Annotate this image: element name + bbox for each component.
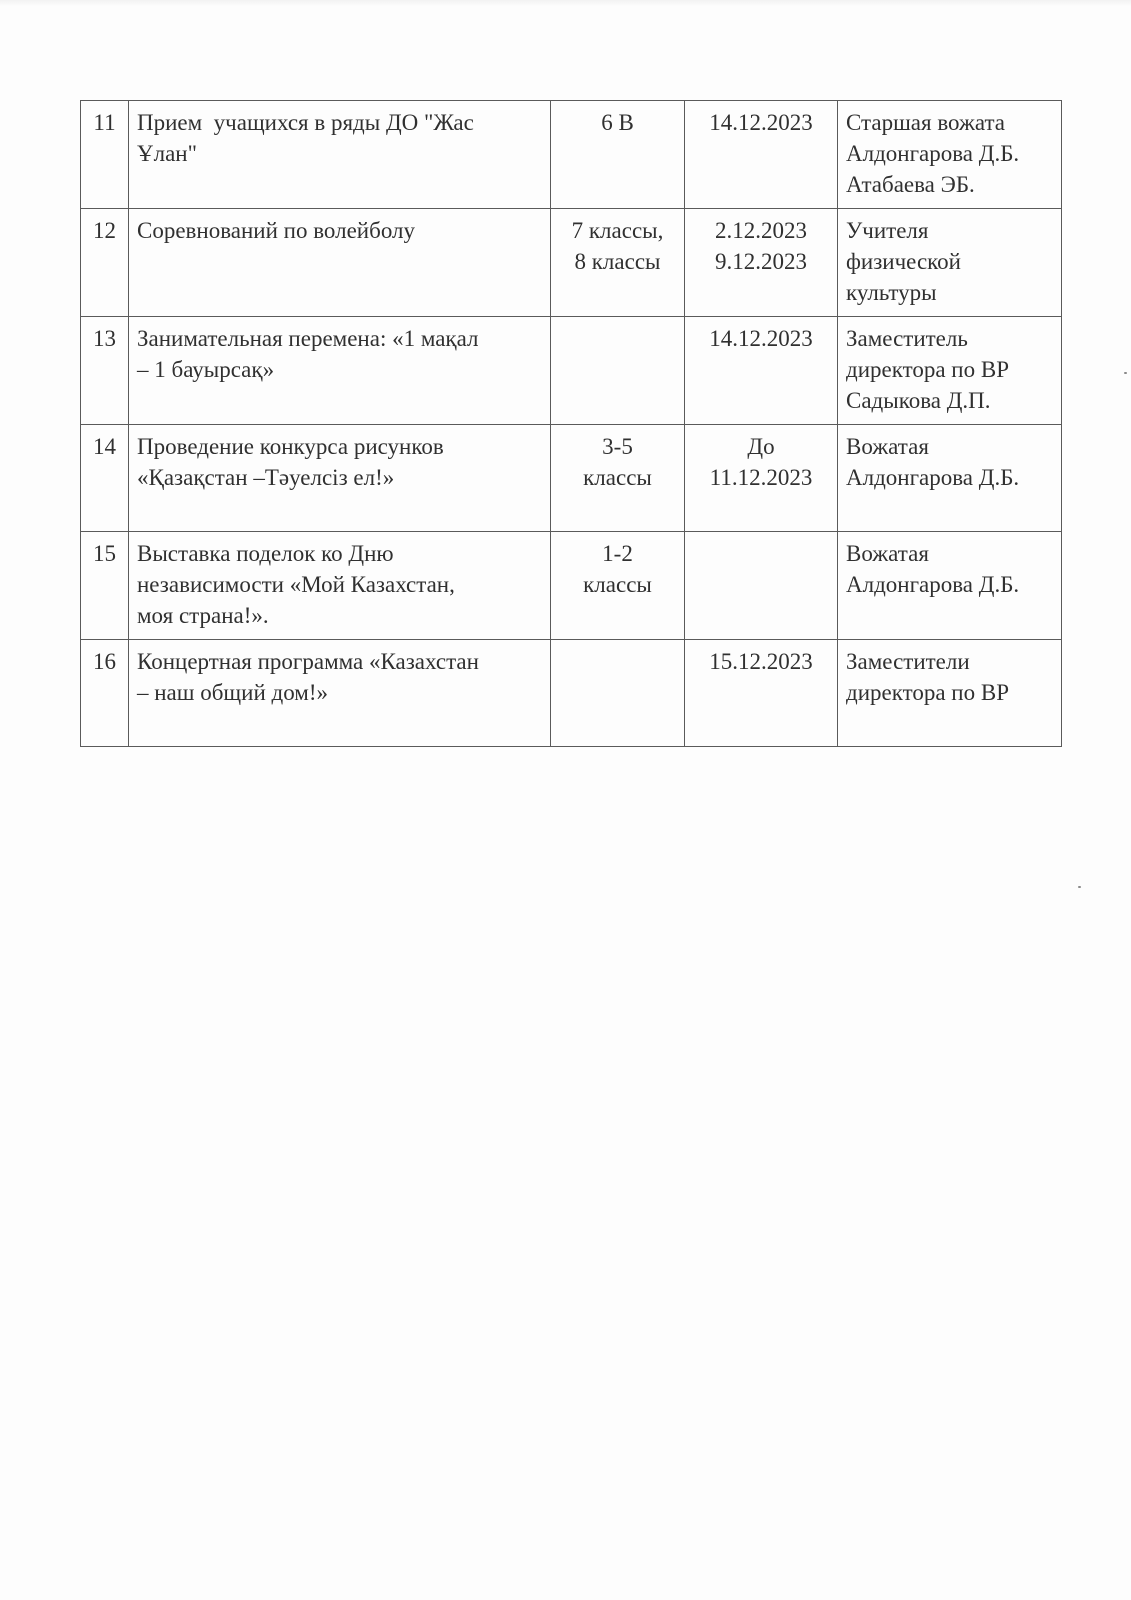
event-line: – наш общий дом!» [137, 680, 328, 705]
event-cell [129, 101, 551, 209]
responsible-cell [838, 101, 1062, 209]
event-cell [129, 640, 551, 747]
scan-speck [1078, 886, 1081, 888]
event-cell [129, 532, 551, 640]
table-row [81, 209, 1062, 317]
responsible-cell [838, 640, 1062, 747]
responsible-cell [838, 532, 1062, 640]
row-number: 12 [93, 218, 116, 243]
event-line: Прием учащихся в ряды ДО "Жас [137, 110, 474, 135]
row-number-cell [81, 101, 129, 209]
date-cell [685, 640, 838, 747]
classes-cell [551, 532, 685, 640]
date-line: До [747, 434, 775, 459]
date-line: 11.12.2023 [709, 465, 813, 490]
table-row [81, 101, 1062, 209]
row-number: 15 [93, 541, 116, 566]
responsible-line: Вожатая [846, 541, 929, 566]
date-line: 14.12.2023 [709, 326, 813, 351]
responsible-line: Вожатая [846, 434, 929, 459]
classes-line: 8 классы [574, 249, 661, 274]
responsible-line: культуры [846, 280, 937, 305]
responsible-line: Учителя [846, 218, 929, 243]
date-cell [685, 101, 838, 209]
responsible-line: Старшая вожата [846, 110, 1006, 135]
scan-speck [1124, 372, 1127, 374]
row-number-cell [81, 640, 129, 747]
classes-cell [551, 317, 685, 425]
table-row [81, 425, 1062, 532]
responsible-line: Алдонгарова Д.Б. [846, 572, 1020, 597]
classes-cell [551, 209, 685, 317]
classes-line: 1-2 [602, 541, 633, 566]
responsible-line: Садыкова Д.П. [846, 388, 991, 413]
classes-line: 7 классы, [571, 218, 664, 243]
responsible-line: Алдонгарова Д.Б. [846, 465, 1020, 490]
table-row [81, 317, 1062, 425]
date-line: 15.12.2023 [709, 649, 813, 674]
event-line: Соревнований по волейболу [137, 218, 415, 243]
date-line: 9.12.2023 [715, 249, 807, 274]
responsible-line: Алдонгарова Д.Б. [846, 141, 1020, 166]
event-line: Ұлан" [137, 141, 197, 166]
classes-line: классы [583, 465, 652, 490]
event-line: моя страна!». [137, 603, 269, 628]
responsible-line: директора по ВР [846, 680, 1009, 705]
event-cell [129, 209, 551, 317]
responsible-line: Заместители [846, 649, 970, 674]
event-line: Проведение конкурса рисунков [137, 434, 444, 459]
event-line: независимости «Мой Казахстан, [137, 572, 455, 597]
classes-line: 6 В [601, 110, 634, 135]
event-cell [129, 317, 551, 425]
row-number-cell [81, 209, 129, 317]
row-number: 16 [93, 649, 116, 674]
date-cell [685, 425, 838, 532]
scan-edge [0, 0, 1131, 6]
date-line: 14.12.2023 [709, 110, 813, 135]
responsible-line: Заместитель [846, 326, 968, 351]
responsible-cell [838, 317, 1062, 425]
classes-cell [551, 425, 685, 532]
row-number: 13 [93, 326, 116, 351]
events-table [80, 100, 1062, 747]
classes-line: 3-5 [602, 434, 633, 459]
row-number-cell [81, 317, 129, 425]
classes-cell [551, 640, 685, 747]
event-cell [129, 425, 551, 532]
responsible-line: физической [846, 249, 961, 274]
row-number: 14 [93, 434, 116, 459]
row-number-cell [81, 532, 129, 640]
row-number: 11 [93, 110, 116, 135]
table-row [81, 640, 1062, 747]
events-table-body [81, 101, 1062, 747]
responsible-line: Атабаева ЭБ. [846, 172, 975, 197]
event-line: Концертная программа «Казахстан [137, 649, 479, 674]
row-number-cell [81, 425, 129, 532]
date-cell [685, 317, 838, 425]
responsible-cell [838, 209, 1062, 317]
classes-line: классы [583, 572, 652, 597]
date-line: 2.12.2023 [715, 218, 807, 243]
date-cell [685, 532, 838, 640]
event-line: Занимательная перемена: «1 мақал [137, 326, 479, 351]
responsible-line: директора по ВР [846, 357, 1009, 382]
event-line: Выставка поделок ко Дню [137, 541, 394, 566]
classes-cell [551, 101, 685, 209]
date-cell [685, 209, 838, 317]
event-line: «Қазақстан –Тәуелсіз ел!» [137, 465, 395, 490]
table-row [81, 532, 1062, 640]
responsible-cell [838, 425, 1062, 532]
event-line: – 1 бауырсақ» [137, 357, 275, 382]
